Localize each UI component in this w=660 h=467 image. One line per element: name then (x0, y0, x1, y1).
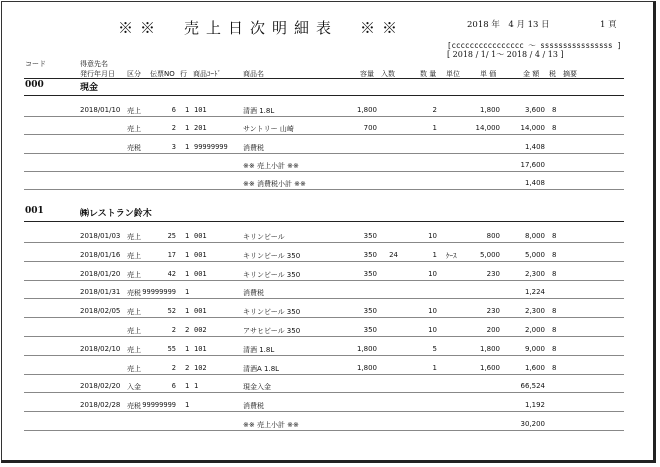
cell-denpyo: 42 (167, 269, 176, 278)
cell-shohin-name: キリンビール (243, 233, 285, 241)
row-rule (24, 374, 624, 375)
cell-gyo: 1 (185, 250, 190, 259)
header-suryo: 数 量 (420, 70, 437, 78)
cell-kingaku: 30,200 (520, 420, 545, 428)
cell-gyo: 1 (185, 382, 190, 391)
cell-kingaku: 1,192 (524, 401, 545, 410)
cell-shohin-code: 101 (194, 106, 207, 114)
cell-suryo: 10 (428, 269, 437, 278)
header-shohin-name: 商品名 (243, 70, 264, 78)
header-denpyo: 伝票NO (150, 70, 175, 78)
cell-shohin-code: 002 (194, 326, 207, 334)
cell-shohin-code: 001 (194, 232, 207, 240)
cell-shohin-name: ※※ 売上小計 ※※ (243, 421, 299, 429)
cell-tanka: 230 (486, 269, 500, 278)
cell-tanka: 800 (486, 232, 500, 240)
cell-denpyo: 2 (171, 124, 176, 133)
cell-kingaku: 8,000 (524, 232, 545, 240)
cell-kubun: 売上 (127, 251, 141, 260)
cell-zei: 8 (552, 232, 557, 240)
cell-gyo: 2 (185, 363, 190, 372)
cell-shohin-name: アサヒビール 350 (243, 327, 301, 335)
cell-kingaku: 14,000 (520, 124, 545, 133)
cell-date: 2018/01/10 (80, 106, 121, 114)
cell-date: 2018/01/03 (80, 232, 121, 240)
cell-gyo: 1 (185, 307, 190, 316)
cell-kubun: 売上 (127, 270, 141, 279)
cell-shohin-code: 001 (194, 307, 207, 316)
row-rule (24, 411, 624, 412)
cell-kubun: 売税 (127, 402, 141, 411)
cell-gyo: 1 (185, 344, 190, 353)
cell-kingaku: 2,300 (524, 307, 545, 316)
cell-yoryo: 1,800 (356, 106, 377, 114)
cell-zei: 8 (552, 326, 557, 334)
cell-kingaku: 9,000 (524, 344, 545, 353)
cell-shohin-name: キリンビール 350 (243, 251, 301, 260)
cell-yoryo: 350 (363, 250, 377, 259)
cell-suryo: 1 (432, 363, 437, 372)
cell-shohin-name: 消費税 (243, 143, 264, 152)
cell-kubun: 売税 (127, 289, 141, 298)
cell-denpyo: 17 (167, 250, 176, 259)
cell-kubun: 売上 (127, 233, 141, 241)
row-rule (24, 134, 624, 135)
cell-zei: 8 (552, 344, 557, 353)
cell-shohin-name: キリンビール 350 (243, 270, 301, 279)
cell-zei: 8 (552, 106, 557, 114)
cell-date: 2018/01/31 (80, 288, 121, 297)
cell-kingaku: 66,524 (520, 382, 545, 391)
cell-gyo: 1 (185, 106, 190, 114)
cell-denpyo: 6 (171, 382, 176, 391)
cell-date: 2018/02/20 (80, 382, 121, 391)
cell-shohin-code: 001 (194, 250, 207, 259)
cell-denpyo: 6 (171, 106, 176, 114)
cell-denpyo: 2 (171, 326, 176, 334)
header-irisu: 入数 (381, 70, 395, 78)
row-rule (24, 242, 624, 243)
cell-shohin-name: 消費税 (243, 289, 264, 298)
cell-denpyo: 2 (171, 363, 176, 372)
row-rule (24, 280, 624, 281)
cell-zei: 8 (552, 250, 557, 259)
header-tanka: 単 価 (480, 70, 497, 78)
cell-gyo: 1 (185, 288, 190, 297)
cell-shohin-name: 清酒 1.8L (243, 345, 275, 354)
cell-kingaku: 17,600 (520, 160, 545, 169)
row-rule (24, 171, 624, 172)
cell-kingaku: 1,224 (524, 288, 545, 297)
cell-date: 2018/02/28 (80, 401, 121, 410)
cell-date: 2018/01/16 (80, 250, 121, 259)
cell-kubun: 売上 (127, 125, 141, 134)
cell-suryo: 5 (432, 344, 437, 353)
cell-tanka: 14,000 (475, 124, 500, 133)
cell-zei: 8 (552, 269, 557, 278)
cell-denpyo: 3 (171, 142, 176, 151)
cell-denpyo: 55 (167, 344, 176, 353)
cell-shohin-code: 99999999 (194, 142, 228, 151)
cell-shohin-name: 清酒A 1.8L (243, 364, 280, 373)
row-rule (24, 298, 624, 299)
cell-kubun: 売上 (127, 308, 141, 317)
cell-gyo: 1 (185, 124, 190, 133)
report-title: ※※ 売上日次明細表 ※※ (118, 19, 405, 37)
cell-kingaku: 5,000 (524, 250, 545, 259)
cell-suryo: 10 (428, 307, 437, 316)
cell-yoryo: 350 (363, 307, 377, 316)
cell-tanka: 5,000 (479, 250, 500, 259)
cell-yoryo: 350 (363, 232, 377, 240)
cell-tanka: 230 (486, 307, 500, 316)
code-range: [cccccccccccccccc ～ ssssssssssssssss ] (447, 41, 622, 50)
customer-code: 000 (25, 80, 44, 90)
cell-date: 2018/01/20 (80, 269, 121, 278)
report-date: 2018 年 4 月 13 日 (467, 20, 550, 30)
cell-gyo: 1 (185, 401, 190, 410)
cell-irisu: 24 (389, 250, 398, 259)
cell-kingaku: 1,600 (524, 363, 545, 372)
cell-shohin-name: 清酒 1.8L (243, 107, 275, 115)
customer-code: 001 (25, 206, 44, 216)
header-zei: 税 (549, 70, 556, 78)
cell-denpyo: 99999999 (142, 401, 176, 410)
cell-kubun: 売上 (127, 107, 141, 115)
row-rule (24, 189, 624, 190)
cell-yoryo: 700 (363, 124, 377, 133)
cell-denpyo: 99999999 (142, 288, 176, 297)
cell-suryo: 10 (428, 232, 437, 240)
cell-shohin-name: 消費税 (243, 402, 264, 411)
row-rule (24, 261, 624, 262)
header-gyo: 行 (180, 70, 187, 78)
cell-gyo: 1 (185, 269, 190, 278)
cell-tanka: 1,600 (479, 363, 500, 372)
cell-gyo: 1 (185, 232, 190, 240)
cell-tanka: 200 (486, 326, 500, 334)
cell-tani: ｹｰｽ (446, 251, 457, 260)
cell-yoryo: 1,800 (356, 344, 377, 353)
row-rule (24, 317, 624, 318)
cell-gyo: 2 (185, 326, 190, 334)
cell-suryo: 1 (432, 250, 437, 259)
header-date: 発行年月日 (80, 70, 115, 78)
cell-shohin-name: キリンビール 350 (243, 308, 301, 317)
customer-name: 現金 (80, 83, 99, 93)
cell-denpyo: 25 (167, 232, 176, 240)
row-rule (24, 116, 624, 117)
cell-yoryo: 350 (363, 269, 377, 278)
cell-kubun: 入金 (127, 383, 141, 392)
header-kubun: 区分 (127, 70, 141, 78)
cell-shohin-name: サントリー 山崎 (243, 125, 294, 134)
cell-date: 2018/02/10 (80, 344, 121, 353)
date-range: [ 2018 / 1/ 1～ 2018 / 4 / 13 ] (447, 50, 564, 59)
header-customer: 得意先名 (80, 60, 108, 68)
cell-shohin-name: ※※ 消費税小計 ※※ (243, 180, 306, 189)
header-rule (24, 78, 624, 79)
row-rule (24, 392, 624, 393)
cell-shohin-code: 201 (194, 124, 207, 133)
group-rule (24, 221, 624, 222)
header-code: コード (25, 60, 46, 68)
cell-kubun: 売上 (127, 364, 141, 373)
row-rule (24, 430, 624, 431)
cell-kingaku: 1,408 (524, 142, 545, 151)
cell-tanka: 1,800 (479, 106, 500, 114)
cell-shohin-code: 102 (194, 363, 207, 372)
cell-zei: 8 (552, 307, 557, 316)
row-rule (24, 336, 624, 337)
cell-tanka: 1,800 (479, 344, 500, 353)
cell-kingaku: 2,000 (524, 326, 545, 334)
header-kingaku: 金 額 (523, 70, 540, 78)
cell-gyo: 1 (185, 142, 190, 151)
header-tekiyo: 摘要 (563, 70, 577, 78)
cell-kingaku: 1,408 (524, 179, 545, 188)
cell-yoryo: 1,800 (356, 363, 377, 372)
customer-name: ㈱レストラン鈴木 (80, 209, 152, 219)
cell-suryo: 1 (432, 124, 437, 133)
row-rule (24, 153, 624, 154)
cell-denpyo: 52 (167, 307, 176, 316)
cell-zei: 8 (552, 124, 557, 133)
cell-shohin-code: 1 (194, 382, 199, 391)
cell-shohin-name: 現金入金 (243, 383, 271, 392)
cell-kingaku: 3,600 (524, 106, 545, 114)
header-yoryo: 容量 (360, 70, 374, 78)
cell-date: 2018/02/05 (80, 307, 121, 316)
group-rule (24, 95, 624, 96)
cell-suryo: 10 (428, 326, 437, 334)
cell-kubun: 売上 (127, 327, 141, 335)
cell-shohin-code: 001 (194, 269, 207, 278)
cell-zei: 8 (552, 363, 557, 372)
cell-kubun: 売税 (127, 143, 141, 152)
page-number: 1 頁 (600, 20, 617, 30)
cell-shohin-code: 101 (194, 344, 207, 353)
cell-suryo: 2 (432, 106, 437, 114)
cell-kingaku: 2,300 (524, 269, 545, 278)
header-shohin-code: 商品ｺｰﾄﾞ (193, 70, 221, 78)
cell-yoryo: 350 (363, 326, 377, 334)
row-rule (24, 355, 624, 356)
header-tani: 単位 (446, 70, 460, 78)
cell-kubun: 売上 (127, 345, 141, 354)
cell-shohin-name: ※※ 売上小計 ※※ (243, 161, 299, 170)
